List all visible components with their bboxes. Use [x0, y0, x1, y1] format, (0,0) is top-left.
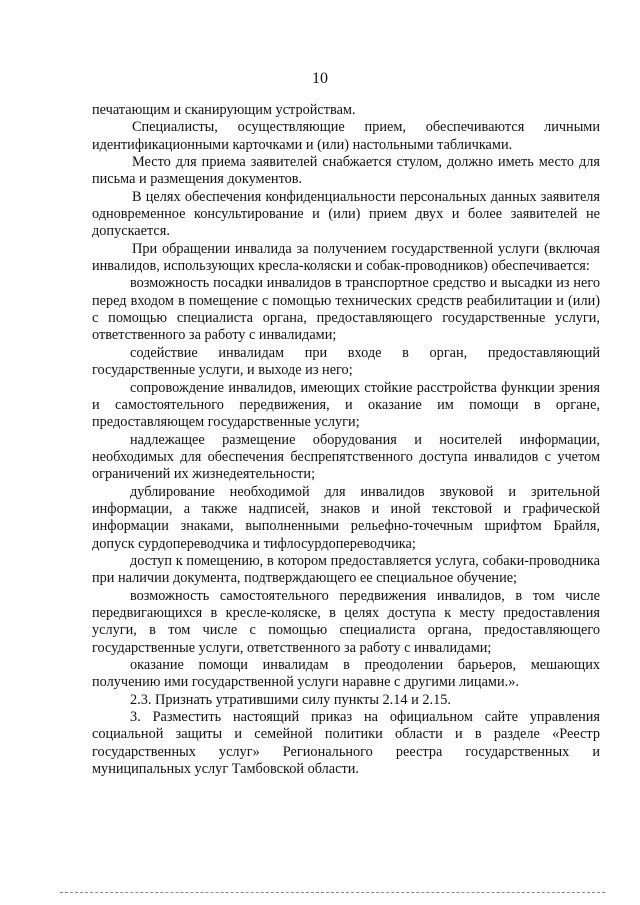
paragraph-repeal-clauses: 2.3. Признать утратившими силу пункты 2.14 и 2.15. [130, 691, 451, 708]
paragraph-continuation: печатающим и сканирующим устройствам. [92, 102, 356, 118]
list-item-barrier-assistance: оказание помощи инвалидам в преодолении барьеров, мешающих получению ими государственной услуги наравне с другими лицами.». [92, 657, 600, 691]
paragraph-disabled-service-intro: При обращении инвалида за получением государственной услуги (включая инвалидов, использующих кресла-коляски и собак-проводников) обеспечивается: [92, 240, 600, 275]
paragraph-publish-order: 3. Разместить настоящий приказ на официальном сайте управления социальной защиты и семейной политики области и в разделе «Реестр государственных услуг» Регионального реестра государственных и муниципальных услуг Тамбовской области. [92, 709, 600, 778]
paragraph-reception-place: Место для приема заявителей снабжается стулом, должно иметь место для письма и размещения документов. [92, 154, 600, 188]
document-body [92, 102, 600, 778]
list-item-braille-duplication: дублирование необходимой для инвалидов звуковой и зрительной информации, а также надписей, знаков и иной текстовой и графической информации знаками, выполненными рельефно-точечным шрифтом Брайля, допуск сурдопереводчика и тифлосурдопереводчика; [92, 483, 600, 552]
paragraph-confidentiality: В целях обеспечения конфиденциальности персональных данных заявителя одновременное консультирование и (или) прием двух и более заявителей не допускается. [92, 188, 600, 240]
list-item-escort: сопровождение инвалидов, имеющих стойкие расстройства функции зрения и самостоятельного передвижения, и оказание им помощи в органе, предоставляющем государственные услуги; [92, 379, 600, 431]
footer-divider [60, 892, 605, 893]
paragraph-specialists-cards: Специалисты, осуществляющие прием, обеспечиваются личными идентификационными карточками и (или) настольными табличками. [92, 119, 600, 153]
list-item-guide-dog-access: доступ к помещению, в котором предоставляется услуга, собаки-проводника при наличии документа, подтверждающего ее специальное обучение; [92, 552, 600, 587]
list-item-entry-assistance: содействие инвалидам при входе в орган, предоставляющий государственные услуги, и выходе из него; [92, 344, 600, 379]
page-number: 10 [312, 70, 328, 87]
list-item-transport-access: возможность посадки инвалидов в транспортное средство и высадки из него перед входом в помещение с помощью технических средств реабилитации и (или) с помощью специалиста органа, предоставляющего государственные услуги, ответственного за работу с инвалидами; [92, 275, 600, 344]
list-item-independent-movement: возможность самостоятельного передвижения инвалидов, в том числе передвигающихся в кресле-коляске, в целях доступа к месту предоставления услуги, в том числе с помощью специалиста органа, предоставляющего государственные услуги, ответственного за работу с инвалидами; [92, 587, 600, 656]
list-item-equipment-placement: надлежащее размещение оборудования и носителей информации, необходимых для обеспечения беспрепятственного доступа инвалидов с учетом ограничений их жизнедеятельности; [92, 431, 600, 483]
